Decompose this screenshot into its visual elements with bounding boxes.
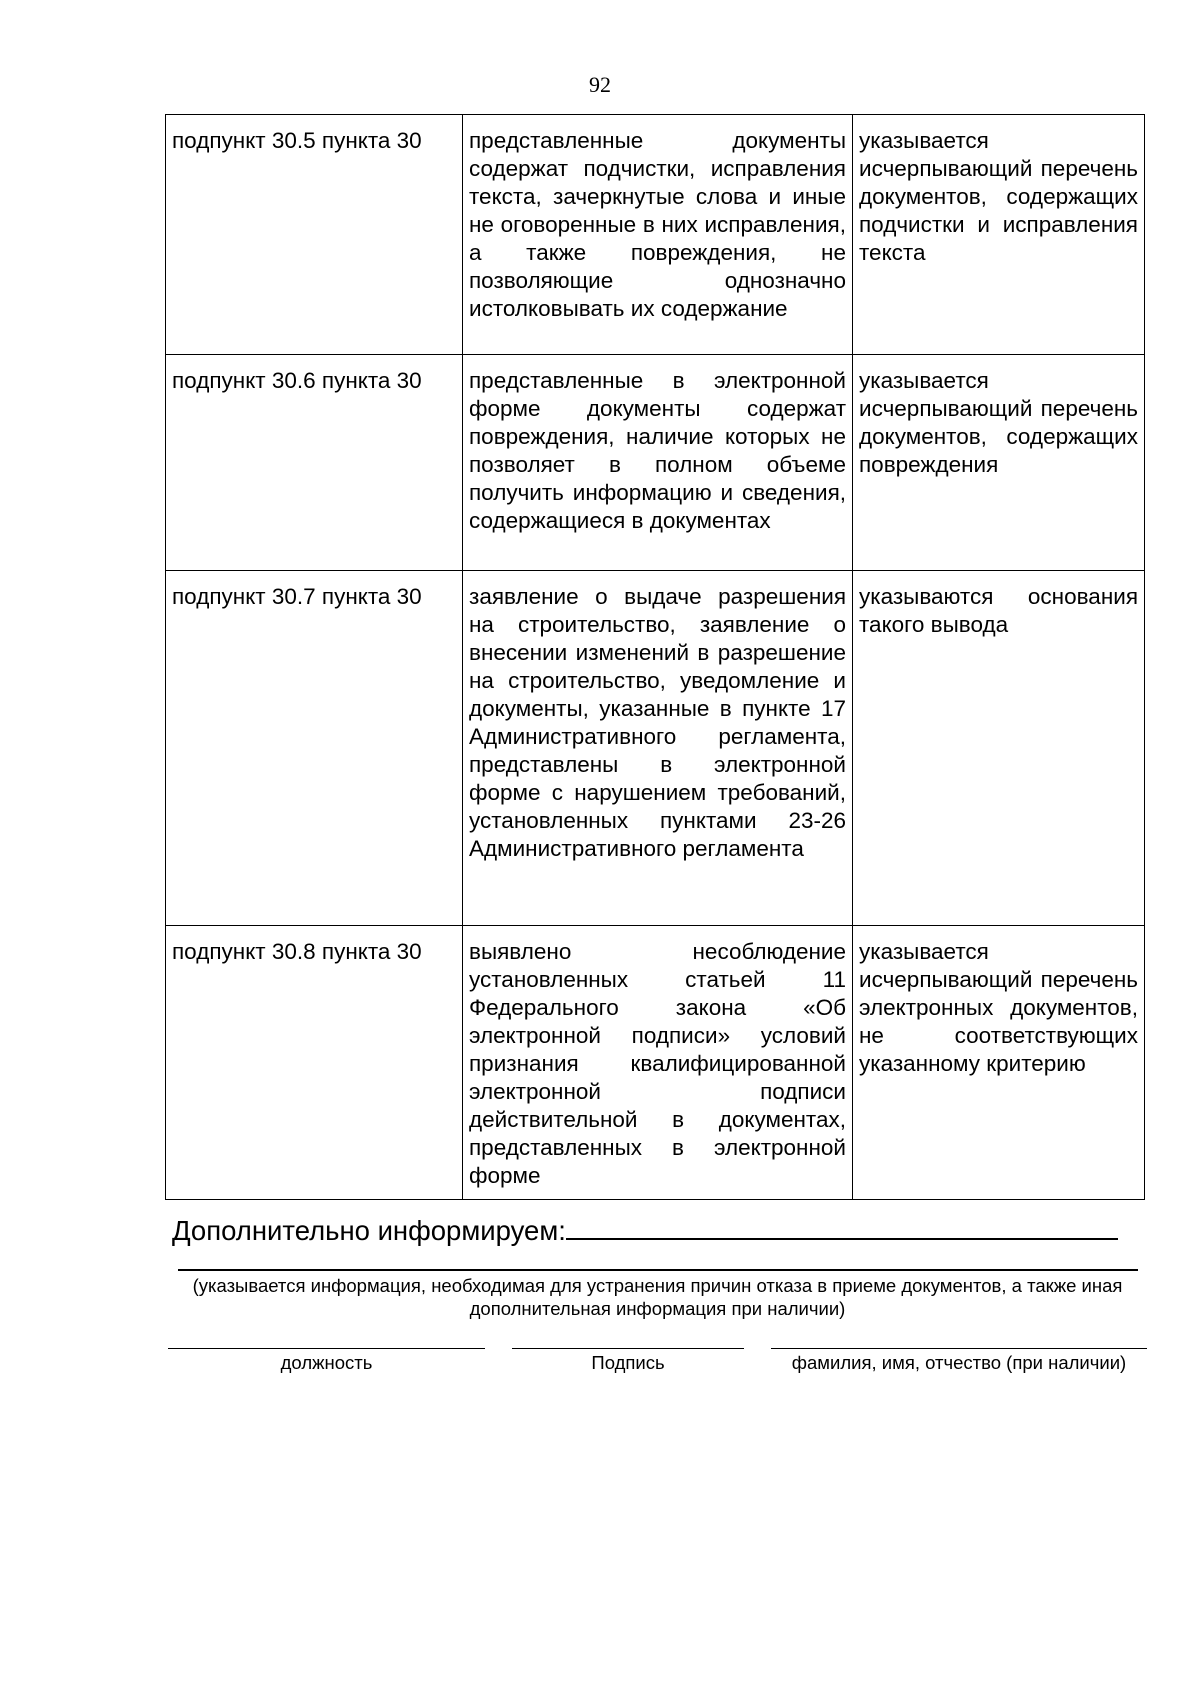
row-reason: заявление о выдаче разрешения на строительство, заявление о внесении изменений в разрешение на строительство, уведомление и документы, указанные в пункте 17 Административного регламента, представлены в электронной форме с нарушением требований, установленных пунктами 23-26 Административного регламента (463, 571, 853, 926)
additional-info-blank (566, 1212, 1118, 1240)
additional-info-label: Дополнительно информируем: (172, 1215, 566, 1246)
additional-info-hint: (указывается информация, необходимая для устранения причин отказа в приеме документов, а также иная дополнительная информация при наличии) (192, 1275, 1123, 1319)
name-blank (771, 1348, 1147, 1349)
row-explanation: указывается исчерпывающий перечень документов, содержащих повреждения (853, 355, 1145, 571)
row-reference: подпункт 30.8 пункта 30 (166, 926, 463, 1200)
row-reason: представленные документы содержат подчистки, исправления текста, зачеркнутые слова и иные не оговоренные в них исправления, а также повреждения, не позволяющие однозначно истолковывать их содержание (463, 115, 853, 355)
position-label: должность (280, 1352, 373, 1373)
row-reference: подпункт 30.7 пункта 30 (166, 571, 463, 926)
row-explanation: указывается исчерпывающий перечень электронных документов, не соответствующих указанному критерию (853, 926, 1145, 1200)
row-reason: выявлено несоблюдение установленных статьей 11 Федерального закона «Об электронной подписи» условий признания квалифицированной электронной подписи действительной в документах, представленных в электронной форме (463, 926, 853, 1200)
row-explanation: указывается исчерпывающий перечень документов, содержащих подчистки и исправления текста (853, 115, 1145, 355)
signature-label: Подпись (591, 1352, 665, 1373)
name-label: фамилия, имя, отчество (при наличии) (791, 1352, 1127, 1373)
position-blank (168, 1348, 485, 1349)
additional-info-blank-line (178, 1269, 1138, 1271)
refusal-reasons-table (165, 114, 1145, 1200)
row-reference: подпункт 30.6 пункта 30 (166, 355, 463, 571)
row-reference: подпункт 30.5 пункта 30 (166, 115, 463, 355)
signature-blank (512, 1348, 744, 1349)
table-row (166, 571, 1145, 926)
table-row (166, 115, 1145, 355)
row-reason: представленные в электронной форме документы содержат повреждения, наличие которых не позволяет в полном объеме получить информацию и сведения, содержащиеся в документах (463, 355, 853, 571)
page-number: 92 (589, 72, 611, 97)
additional-info-line (172, 1212, 1132, 1247)
row-explanation: указываются основания такого вывода (853, 571, 1145, 926)
table-row (166, 355, 1145, 571)
table-row (166, 926, 1145, 1200)
